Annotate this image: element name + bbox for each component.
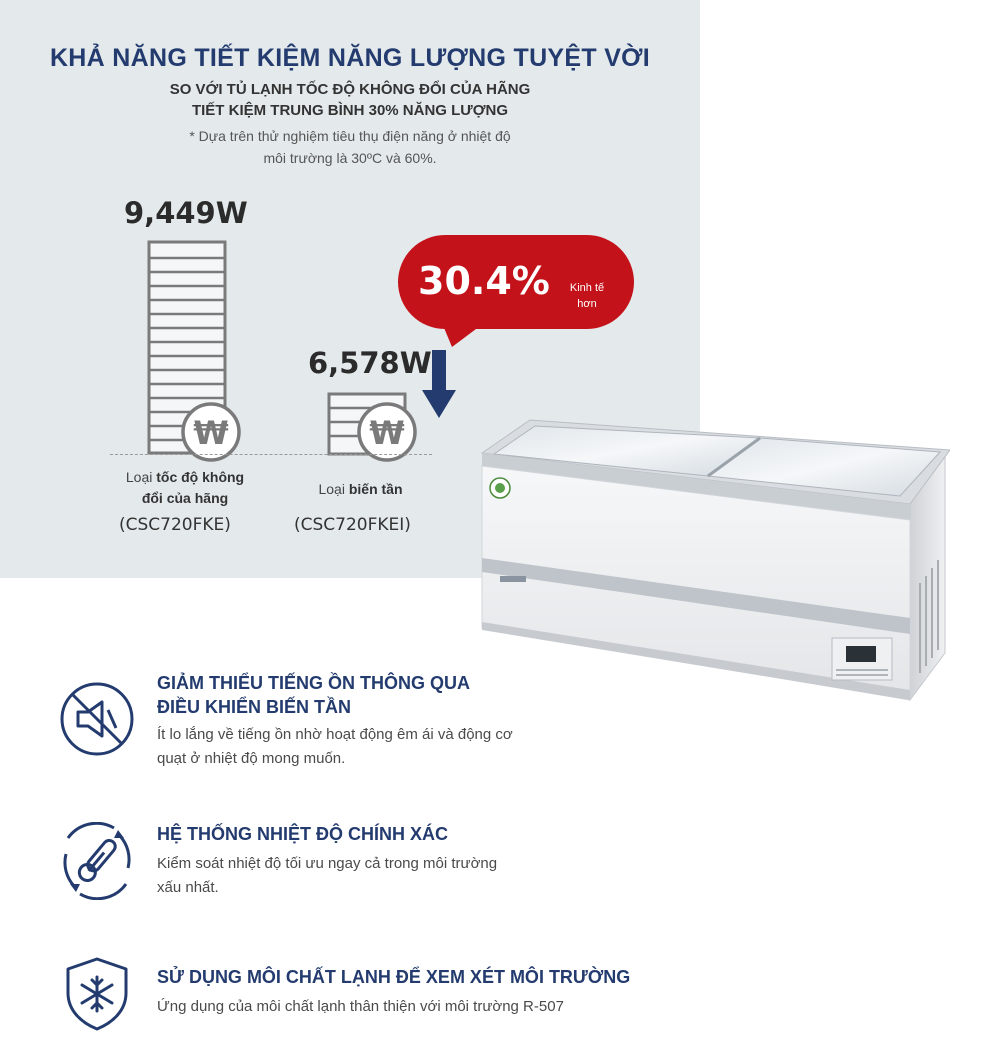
feature-temperature-desc: Kiểm soát nhiệt độ tối ưu ngay cả trong môi trường xấu nhất. [157, 855, 498, 896]
left-bar-value: 9,449W [124, 196, 248, 230]
chest-freezer-image [470, 408, 950, 713]
savings-percent: 30.4% [418, 259, 550, 303]
won-coin-icon [179, 402, 243, 466]
savings-caption: Kinh tế hơn [569, 282, 605, 310]
thermometer-icon [58, 822, 136, 900]
won-symbol-2: ₩ [369, 414, 405, 452]
page-title: KHẢ NĂNG TIẾT KIỆM NĂNG LƯỢNG TUYỆT VỜI [49, 44, 651, 72]
down-arrow-icon [420, 350, 460, 420]
chart-baseline [110, 454, 432, 455]
feature-refrigerant-desc: Ứng dụng của môi chất lạnh thân thiện với môi trường R-507 [157, 998, 564, 1015]
note-line-1: * Dựa trên thử nghiệm tiêu thụ điện năng ở nhiệt độ [189, 128, 511, 144]
mute-speaker-icon [58, 680, 136, 758]
left-model-label: (CSC720FKE) [119, 515, 231, 535]
right-category-label: Loại biến tần [318, 481, 403, 497]
subtitle-line-2: TIẾT KIỆM TRUNG BÌNH 30% NĂNG LƯỢNG [191, 102, 509, 119]
won-coin-icon-2 [355, 402, 419, 466]
snowflake-shield-icon [58, 955, 136, 1033]
note-line-2: môi trường là 30ºC và 60%. [263, 150, 437, 166]
feature-noise-title: GIẢM THIỂU TIẾNG ỒN THÔNG QUA ĐIỀU KHIỂN BIẾN TẦN [157, 673, 470, 717]
right-bar-value: 6,578W [308, 346, 432, 380]
right-model-label: (CSC720FKEI) [294, 515, 411, 535]
feature-noise-desc: Ít lo lắng về tiếng ồn nhờ hoạt động êm ái và động cơ quạt ở nhiệt độ mong muốn. [157, 726, 513, 767]
won-symbol: ₩ [193, 414, 229, 452]
subtitle-line-1: SO VỚI TỦ LẠNH TỐC ĐỘ KHÔNG ĐỔI CỦA HÃNG [169, 81, 531, 98]
left-category-label: Loại tốc độ không đổi của hãng [125, 469, 245, 506]
feature-temperature-title: HỆ THỐNG NHIỆT ĐỘ CHÍNH XÁC [157, 824, 449, 844]
feature-refrigerant-title: SỬ DỤNG MÔI CHẤT LẠNH ĐỂ XEM XÉT MÔI TRƯỜNG [157, 967, 631, 987]
